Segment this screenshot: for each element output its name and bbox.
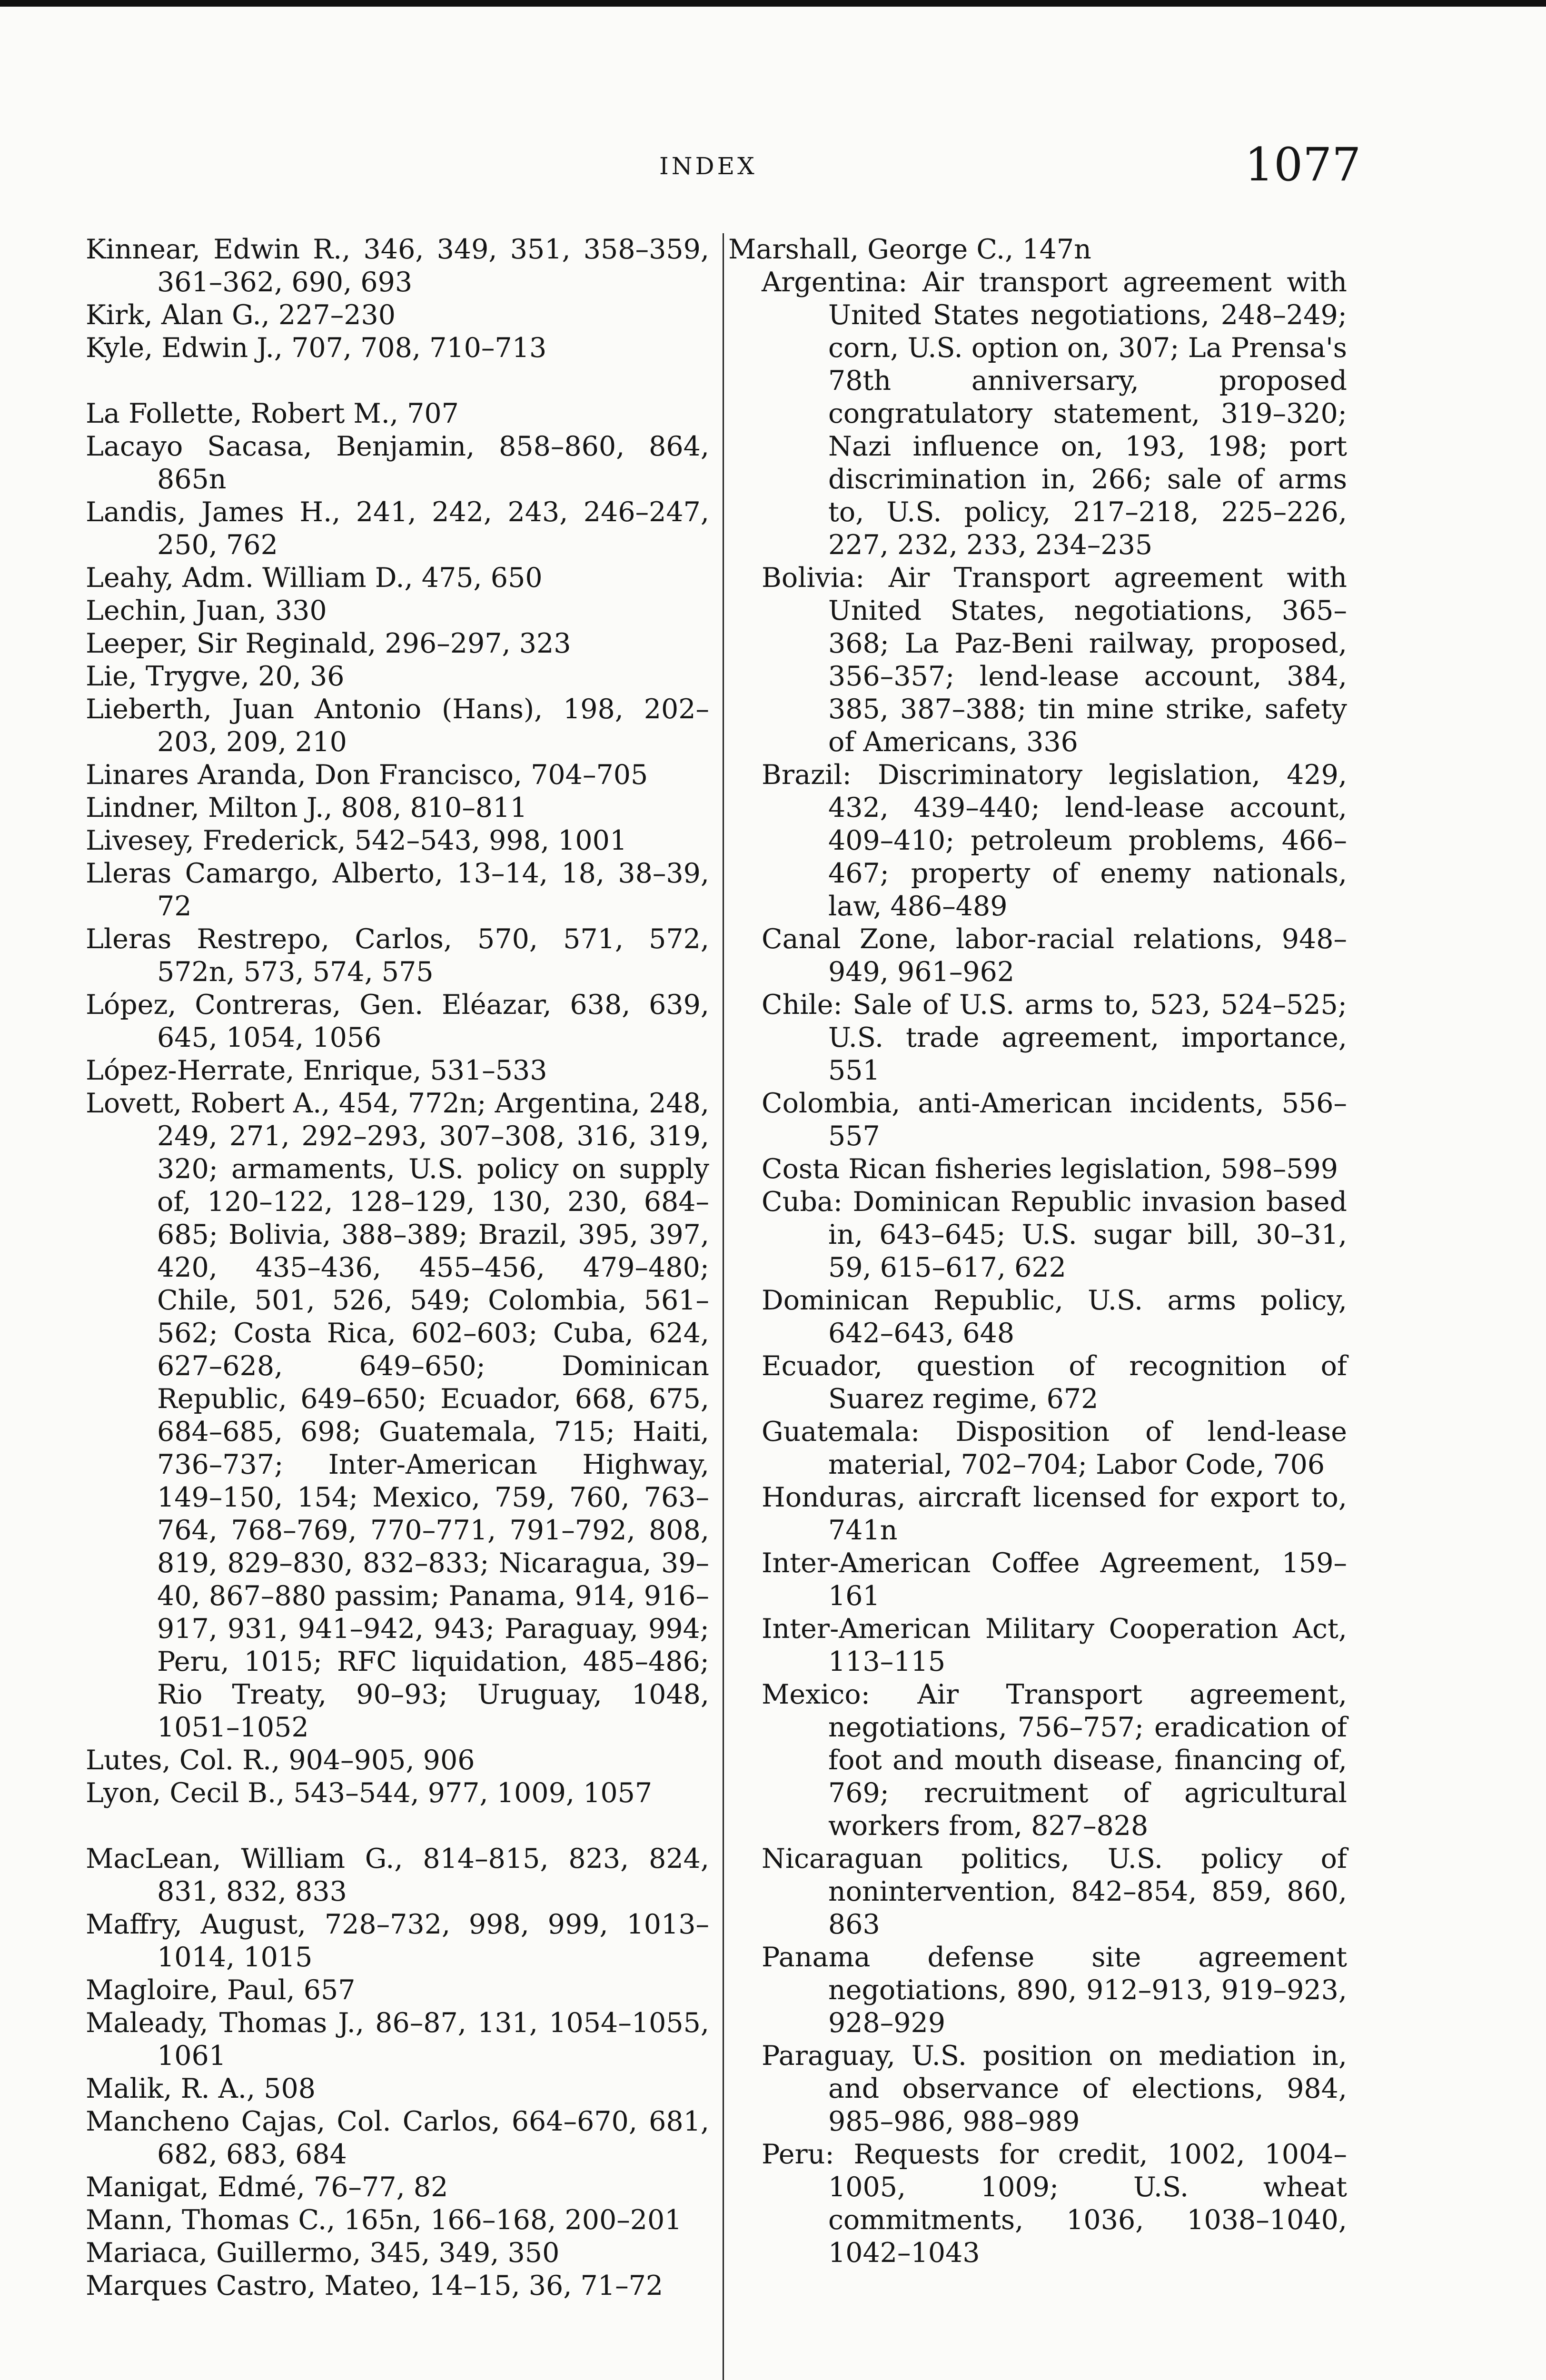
index-entry bbox=[86, 2171, 709, 2204]
entry-text: Linares Aranda, Don Francisco, 704–705 bbox=[86, 759, 648, 791]
index-entry bbox=[86, 2204, 709, 2237]
index-entry bbox=[86, 824, 709, 857]
entry-text: Brazil: Discriminatory legislation, 429, 432, 439–440; lend-lease account, 409–410; petroleum problems, 466–467; property of enemy nationals, law, 486–489 bbox=[762, 759, 1347, 922]
entry-text: Inter-American Coffee Agreement, 159–161 bbox=[762, 1547, 1347, 1612]
index-entry bbox=[86, 660, 709, 693]
entry-text: López-Herrate, Enrique, 531–533 bbox=[86, 1055, 547, 1086]
entry-text: Mexico: Air Transport agreement, negotiations, 756–757; eradication of foot and mouth disease, financing of, 769; recruitment of agricultural workers from, 827–828 bbox=[762, 1679, 1347, 1842]
entry-text: Lechin, Juan, 330 bbox=[86, 595, 327, 626]
index-entry bbox=[86, 792, 709, 824]
index-entry bbox=[86, 693, 709, 759]
index-entry bbox=[86, 233, 709, 299]
entry-text: Mann, Thomas C., 165n, 166–168, 200–201 bbox=[86, 2204, 682, 2236]
index-subentry bbox=[728, 1087, 1347, 1153]
entry-text: Guatemala: Disposition of lend-lease material, 702–704; Labor Code, 706 bbox=[762, 1416, 1347, 1480]
index-subentry bbox=[728, 1350, 1347, 1416]
entry-text: Lie, Trygve, 20, 36 bbox=[86, 661, 345, 692]
column-divider bbox=[723, 233, 724, 2380]
entry-text: Bolivia: Air Transport agreement with United States, negotiations, 365–368; La Paz-Beni railway, proposed, 356–357; lend-lease account, 384, 385, 387–388; tin mine strike, safety of Americans, 336 bbox=[762, 562, 1347, 758]
entry-text: Maleady, Thomas J., 86–87, 131, 1054–1055, 1061 bbox=[86, 2007, 709, 2072]
index-entry bbox=[86, 595, 709, 627]
entry-text: Lieberth, Juan Antonio (Hans), 198, 202–203, 209, 210 bbox=[86, 694, 709, 758]
index-entry bbox=[86, 2007, 709, 2073]
index-entry bbox=[86, 299, 709, 332]
entry-text: La Follette, Robert M., 707 bbox=[86, 398, 459, 429]
index-subentry bbox=[728, 759, 1347, 923]
index-subentry bbox=[728, 989, 1347, 1087]
entry-text: Leahy, Adm. William D., 475, 650 bbox=[86, 562, 543, 594]
section-gap bbox=[86, 1810, 709, 1843]
entry-text: Livesey, Frederick, 542–543, 998, 1001 bbox=[86, 825, 627, 856]
index-column-left bbox=[86, 233, 709, 2302]
index-entry bbox=[86, 332, 709, 365]
index-entry bbox=[86, 1054, 709, 1087]
entry-text: Kirk, Alan G., 227–230 bbox=[86, 299, 396, 331]
entry-text: Cuba: Dominican Republic invasion based in, 643–645; U.S. sugar bill, 30–31, 59, 615–617, 622 bbox=[762, 1186, 1347, 1283]
running-head: INDEX bbox=[659, 152, 757, 180]
section-gap bbox=[86, 365, 709, 397]
scan-top-edge bbox=[0, 0, 1546, 7]
index-subentry bbox=[728, 1153, 1347, 1186]
index-entry bbox=[728, 233, 1347, 266]
index-subentry bbox=[728, 2040, 1347, 2138]
entry-text: Marshall, George C., 147n bbox=[728, 234, 1091, 265]
entry-text: Lutes, Col. R., 904–905, 906 bbox=[86, 1745, 475, 1776]
entry-text: Lovett, Robert A., 454, 772n; Argentina, 248, 249, 271, 292–293, 307–308, 316, 319, 320; armaments, U.S. policy on supply of, 120–122, 128–129, 130, 230, 684–685; Bolivia, 388–389; Brazil, 395, 397, 420, 435–436, 455–456, 479–480; Chile, 501, 526, 549; Colombia, 561–562; Costa Rica, 602–603; Cuba, 624, 627–628, 649–650; Dominican Republic, 649–650; Ecuador, 668, 675, 684–685, 698; Guatemala, 715; Haiti, 736–737; Inter-American Highway, 149–150, 154; Mexico, 759, 760, 763–764, 768–769, 770–771, 791–792, 808, 819, 829–830, 832–833; Nicaragua, 39–40, 867–880 passim; Panama, 914, 916–917, 931, 941–942, 943; Paraguay, 994; Peru, 1015; RFC liquidation, 485–486; Rio Treaty, 90–93; Uruguay, 1048, 1051–1052 bbox=[86, 1088, 709, 1743]
entry-text: Colombia, anti-American incidents, 556–557 bbox=[762, 1088, 1347, 1152]
entry-text: Chile: Sale of U.S. arms to, 523, 524–525; U.S. trade agreement, importance, 551 bbox=[762, 989, 1347, 1086]
entry-text: Canal Zone, labor-racial relations, 948–949, 961–962 bbox=[762, 923, 1347, 988]
index-subentry bbox=[728, 1416, 1347, 1481]
entry-text: Inter-American Military Cooperation Act, 113–115 bbox=[762, 1613, 1347, 1677]
index-entry bbox=[86, 1843, 709, 1908]
index-entry bbox=[86, 2105, 709, 2171]
index-entry bbox=[86, 1908, 709, 1974]
entry-text: Kinnear, Edwin R., 346, 349, 351, 358–359, 361–362, 690, 693 bbox=[86, 234, 709, 298]
index-subentry bbox=[728, 1613, 1347, 1678]
entry-text: Lleras Camargo, Alberto, 13–14, 18, 38–39, 72 bbox=[86, 858, 709, 922]
index-subentry bbox=[728, 1284, 1347, 1350]
entry-text: Argentina: Air transport agreement with United States negotiations, 248–249; corn, U.S. option on, 307; La Prensa's 78th anniversary, proposed congratulatory statement, 319–320; Nazi influence on, 193, 198; port discrimination in, 266; sale of arms to, U.S. policy, 217–218, 225–226, 227, 232, 233, 234–235 bbox=[762, 267, 1347, 561]
index-entry bbox=[86, 1087, 709, 1744]
entry-text: Peru: Requests for credit, 1002, 1004–1005, 1009; U.S. wheat commitments, 1036, 1038–1040, 1042–1043 bbox=[762, 2139, 1347, 2269]
entry-text: Lyon, Cecil B., 543–544, 977, 1009, 1057 bbox=[86, 1777, 653, 1809]
index-subentry bbox=[728, 1941, 1347, 2040]
entry-text: Malik, R. A., 508 bbox=[86, 2073, 316, 2104]
entry-text: Kyle, Edwin J., 707, 708, 710–713 bbox=[86, 332, 547, 364]
index-entry bbox=[86, 1777, 709, 1810]
index-entry bbox=[86, 562, 709, 595]
index-subentry bbox=[728, 1547, 1347, 1613]
index-subentry bbox=[728, 266, 1347, 562]
entry-text: Honduras, aircraft licensed for export to, 741n bbox=[762, 1482, 1347, 1546]
entry-text: Mancheno Cajas, Col. Carlos, 664–670, 681, 682, 683, 684 bbox=[86, 2106, 709, 2170]
index-entry bbox=[86, 430, 709, 496]
entry-text: Lacayo Sacasa, Benjamin, 858–860, 864, 865n bbox=[86, 431, 709, 495]
index-subentry bbox=[728, 1843, 1347, 1941]
index-entry bbox=[86, 2270, 709, 2302]
entry-text: Lleras Restrepo, Carlos, 570, 571, 572, 572n, 573, 574, 575 bbox=[86, 923, 709, 988]
entry-text: Panama defense site agreement negotiations, 890, 912–913, 919–923, 928–929 bbox=[762, 1942, 1347, 2039]
entry-text: Leeper, Sir Reginald, 296–297, 323 bbox=[86, 628, 571, 659]
index-subentry bbox=[728, 562, 1347, 759]
entry-text: Ecuador, question of recognition of Suarez regime, 672 bbox=[762, 1350, 1347, 1415]
entry-text: Lindner, Milton J., 808, 810–811 bbox=[86, 792, 527, 823]
index-subentry bbox=[728, 1186, 1347, 1284]
entry-text: Manigat, Edmé, 76–77, 82 bbox=[86, 2172, 448, 2203]
index-entry bbox=[86, 627, 709, 660]
index-entry bbox=[86, 857, 709, 923]
index-subentry bbox=[728, 923, 1347, 989]
entry-text: Maffry, August, 728–732, 998, 999, 1013–1014, 1015 bbox=[86, 1909, 709, 1973]
index-entry bbox=[86, 2073, 709, 2105]
index-entry bbox=[86, 2237, 709, 2270]
entry-text: Magloire, Paul, 657 bbox=[86, 1974, 356, 2006]
index-subentry bbox=[728, 2138, 1347, 2270]
entry-text: Mariaca, Guillermo, 345, 349, 350 bbox=[86, 2237, 560, 2269]
index-entry bbox=[86, 759, 709, 792]
index-subentry bbox=[728, 1481, 1347, 1547]
entry-text: Dominican Republic, U.S. arms policy, 642–643, 648 bbox=[762, 1285, 1347, 1349]
entry-text: Costa Rican fisheries legislation, 598–599 bbox=[762, 1153, 1338, 1185]
index-entry bbox=[86, 1974, 709, 2007]
entry-text: López, Contreras, Gen. Eléazar, 638, 639, 645, 1054, 1056 bbox=[86, 989, 709, 1053]
index-subentry bbox=[728, 1678, 1347, 1843]
index-entry bbox=[86, 1744, 709, 1777]
index-entry bbox=[86, 989, 709, 1054]
index-entry bbox=[86, 496, 709, 562]
entry-text: MacLean, William G., 814–815, 823, 824, 831, 832, 833 bbox=[86, 1843, 709, 1907]
page-header bbox=[0, 138, 1546, 205]
index-entry bbox=[86, 397, 709, 430]
entry-text: Paraguay, U.S. position on mediation in, and observance of elections, 984, 985–986, 988–989 bbox=[762, 2040, 1347, 2137]
index-entry bbox=[86, 923, 709, 989]
index-column-right bbox=[728, 233, 1347, 2270]
entry-text: Nicaraguan politics, U.S. policy of nonintervention, 842–854, 859, 860, 863 bbox=[762, 1843, 1347, 1940]
entry-text: Landis, James H., 241, 242, 243, 246–247, 250, 762 bbox=[86, 496, 709, 561]
entry-text: Marques Castro, Mateo, 14–15, 36, 71–72 bbox=[86, 2270, 664, 2301]
page-number: 1077 bbox=[1245, 138, 1361, 191]
